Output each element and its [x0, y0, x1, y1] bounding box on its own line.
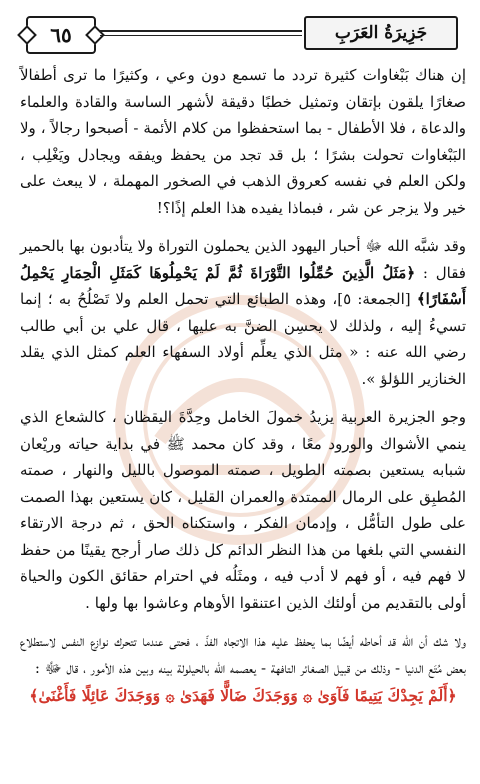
paragraph-3: وجو الجزيرة العربية يزيدُ خمولَ الخامل وحِدَّةَ اليقظان ، كالشعاع الذي ينمي الأشواك والورود معًا ، وقد كان محمد ﷺ في بداية حياته وريْعان شبابه يستعين بصمته الطويل ، صمته الموصول بالليل والنهار ، صمته المُطبِق على الرمال الممتدة والعمران القليل ، كان يستعين بهذا الصمت على طول التأمُّل ، وإدمان الفكر ، واستكناه الحق ، ثم درجة الارتقاء النفسي التي بلغها من هذا النظر الدائم كل ذلك صار أرجح يقينًا من حفظ لا فهم فيه ، أو فهم لا أدب فيه ، ومثَلُه في احترام حقائق الكون والحياة أولى بالتقديم من أولئك الذين اعتنقوا الأوهام وعاشوا بها ولها . [20, 408, 466, 612]
quran-verse-jumuah: ﴿مَثَلُ الَّذِينَ حُمِّلُوا التَّوْرَاةَ ثُمَّ لَمْ يَحْمِلُوهَا كَمَثَلِ الْحِمَارِ يَحْمِلُ أَسْفَارًا﴾ [20, 263, 466, 308]
header-rule [100, 30, 302, 36]
paragraph-2 [20, 233, 466, 392]
book-title: جَزِيرَةُ العَرَبِ [304, 16, 458, 50]
paragraph-1: إن هناك بَبْغاوات كثيرة تردد ما تسمع دون وعي ، وكثيرًا ما ترى أطفالاً صغارًا يلقون بإتقان وتمثيل خطبًا دقيقة لأشهر الساسة والقادة والعلماء والدعاة ، فلا الأطفال - بما استحفظوا من كلام الأئمة - أصبحوا رجالاً ، ولا البَبْغاوات تحولت بشرًا ؛ بل قد تجد من يحفظ ويفقه ويجادل ويَغْلِب ، ولكن العلم في نفسه كعروق الذهب في الصخور المهملة ، لا يبعث على خير ولا يزجر عن شر ، فبماذا يفيده هذا العلم إذًا؟! [20, 66, 466, 217]
paragraph-2-lead: وقد شبَّه الله ﷻ أحبار اليهود الذين يحملون التوراة ولا يتأدبون بها بالحمير فقال : [20, 237, 466, 282]
paragraph-4: ولا شك أن الله قد أحاطه أيضًا بما يحفظ عليه هذا الاتجاه الفذّ ، فحتى عندما تتحرك نوازع النفس لاستطلاع بعض مُتَع الدنيا - وذلك من قبيل الصغائر التافهة - يعصمه الله بالحيلولة بينه وبين هذه الأمور ، قال ﷻ : [20, 632, 466, 677]
page-header [18, 10, 464, 56]
quran-verse-duha: ﴿أَلَمْ يَجِدْكَ يَتِيمًا فَآوَىٰ ۞ وَوَجَدَكَ ضَالًّا فَهَدَىٰ ۞ وَوَجَدَكَ عَائِلًا فَأَغْنَىٰ﴾ [29, 686, 457, 705]
page-number: ٦٥ [26, 16, 96, 54]
page-body [20, 62, 466, 774]
paragraph-2-tail: [الجمعة: ٥]، وهذه الطبائع التي تحمل العلم ولا تَصْلُحُ به ؛ إنما تسيءُ إليه ، ولذلك لا يحسِن الضنَّ به عليها ، قال علي بن أبي طالب رضي الله عنه : « مثل الذي يعلِّم أولاد السفهاء العلم كمثل الذي يقلد الخنازير اللؤلؤ ». [20, 290, 466, 388]
